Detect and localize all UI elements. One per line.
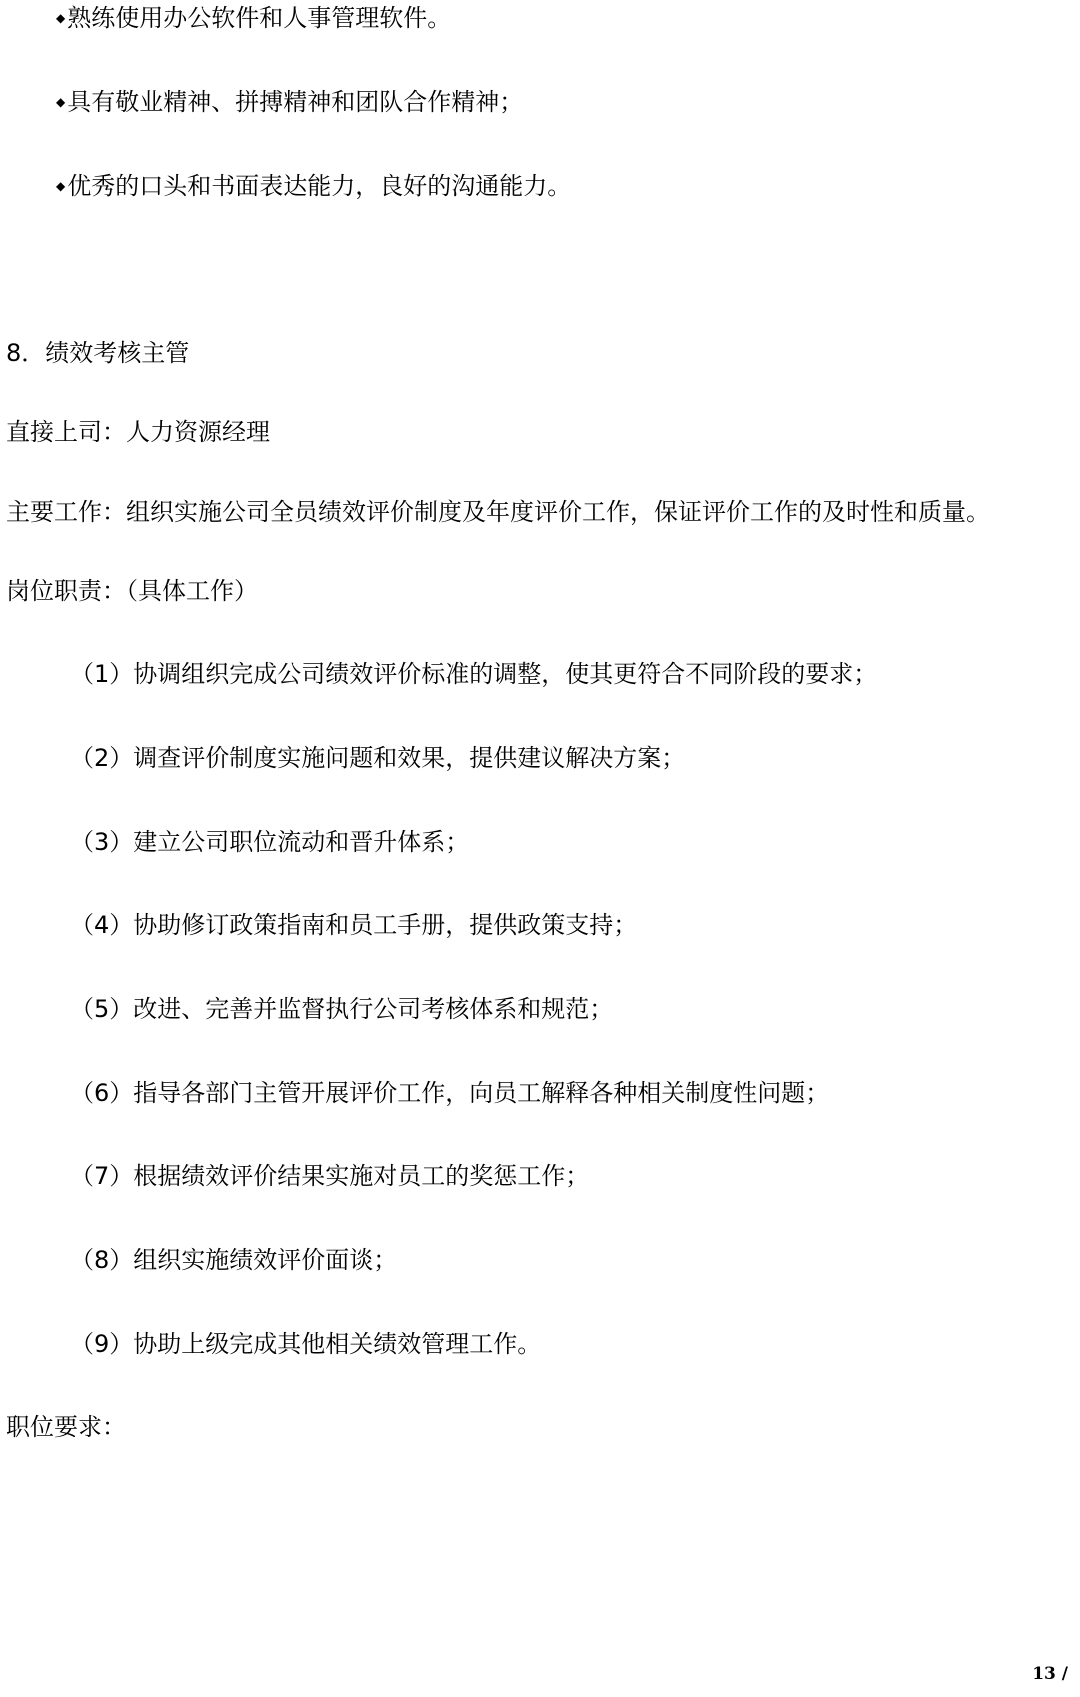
section-heading: 8．绩效考核主管	[6, 339, 190, 367]
diamond-bullet-icon: ◆	[56, 11, 66, 25]
supervisor-line: 直接上司：人力资源经理	[6, 418, 270, 446]
duty-item: （8）组织实施绩效评价面谈；	[70, 1246, 398, 1274]
duty-item: （7）根据绩效评价结果实施对员工的奖惩工作；	[70, 1162, 590, 1190]
bullet-text: 具有敬业精神、拼搏精神和团队合作精神；	[67, 88, 524, 116]
bullet-item-office-software	[56, 2, 451, 34]
duty-item: （5）改进、完善并监督执行公司考核体系和规范；	[70, 995, 614, 1023]
bullet-text: 优秀的口头和书面表达能力，良好的沟通能力。	[67, 172, 572, 200]
requirements-heading: 职位要求：	[6, 1413, 126, 1441]
main-work-line: 主要工作：组织实施公司全员绩效评价制度及年度评价工作，保证评价工作的及时性和质量。	[6, 498, 990, 526]
bullet-item-communication	[56, 170, 571, 202]
duty-item: （3）建立公司职位流动和晋升体系；	[70, 828, 470, 856]
duty-item: （2）调查评价制度实施问题和效果，提供建议解决方案；	[70, 744, 686, 772]
diamond-bullet-icon: ◆	[56, 95, 66, 109]
duty-item: （4）协助修订政策指南和员工手册，提供政策支持；	[70, 911, 638, 939]
duty-item: （6）指导各部门主管开展评价工作，向员工解释各种相关制度性问题；	[70, 1079, 830, 1107]
bullet-item-dedication	[56, 86, 523, 118]
page-number: 13 /	[1032, 1664, 1068, 1684]
duty-item: （9）协助上级完成其他相关绩效管理工作。	[70, 1330, 542, 1358]
duties-heading: 岗位职责：（具体工作）	[6, 577, 258, 605]
bullet-text: 熟练使用办公软件和人事管理软件。	[67, 4, 452, 32]
diamond-bullet-icon: ◆	[56, 179, 66, 193]
duty-item: （1）协调组织完成公司绩效评价标准的调整，使其更符合不同阶段的要求；	[70, 660, 878, 688]
